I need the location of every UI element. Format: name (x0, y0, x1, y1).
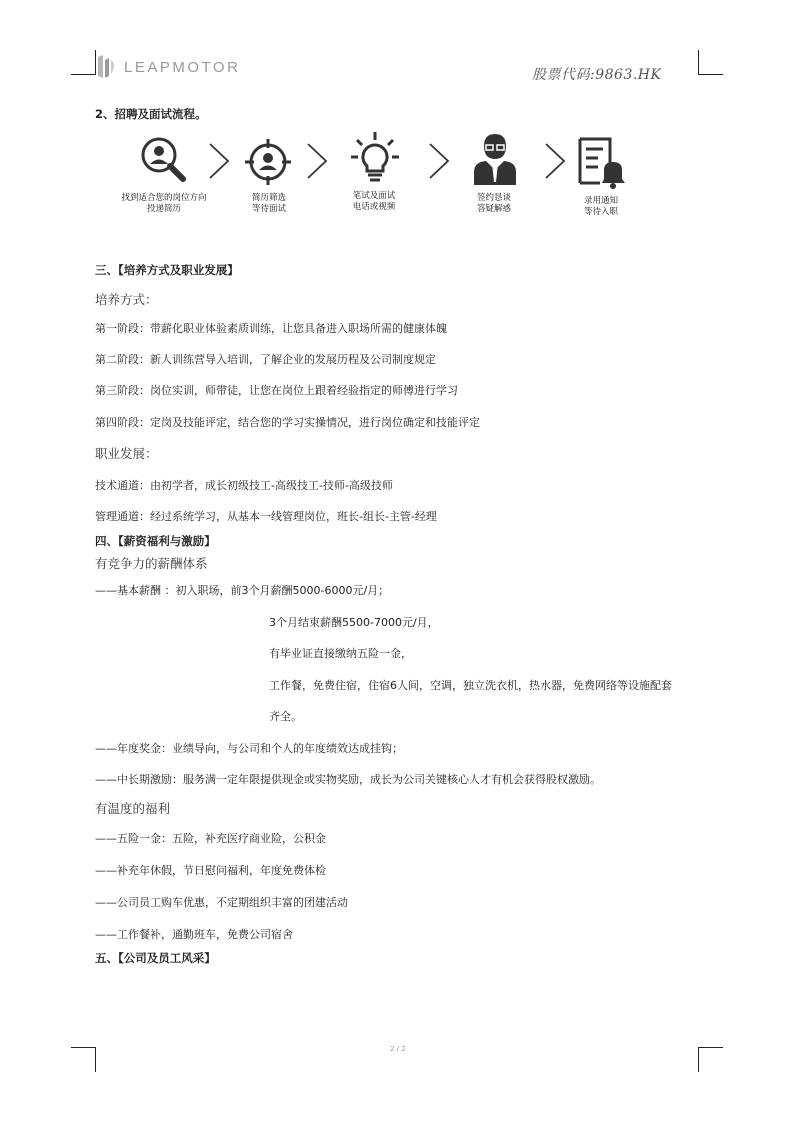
page-number: 2 / 2 (390, 1045, 406, 1053)
section-4-title: 四、【薪资福利与激励】 (95, 534, 216, 548)
training-heading: 培养方式： (95, 292, 158, 307)
logo-wordmark: LEAPMOTOR (124, 58, 241, 76)
base-salary-line: ——基本薪酬 ：初入职场，前3个月薪酬5000-6000元/月； (95, 584, 390, 597)
training-line: 第一阶段：带薪化职业体验素质训练，让您具备进入职场所需的健康体魄 (95, 322, 447, 335)
chevron-right-icon (544, 142, 566, 180)
lightbulb-icon (349, 130, 401, 188)
section-2-title: 2、招聘及面试流程。 (95, 107, 207, 121)
target-person-icon (242, 136, 294, 188)
training-line: 第三阶段：岗位实训，师带徒，让您在岗位上跟着经验指定的师傅进行学习 (95, 384, 458, 397)
notice-bell-icon (576, 136, 628, 190)
salary-detail-line: 齐全。 (269, 710, 302, 723)
flow-step-label: 录用通知 等待入职 (583, 196, 619, 217)
search-person-icon (138, 134, 188, 184)
chevron-right-icon (306, 142, 328, 180)
benefit-line: ——五险一金：五险，补充医疗商业险，公积金 (95, 832, 326, 845)
stock-code: 股票代码:9863.HK (532, 67, 662, 83)
salary-detail-line: 工作餐，免费住宿，住宿6人间，空调，独立洗衣机，热水器，免费网络等设施配套 (269, 679, 672, 692)
chevron-right-icon (428, 142, 450, 180)
benefit-line: ——补充年休假，节日慰问福利，年度免费体检 (95, 864, 326, 877)
training-line: 第二阶段：新人训练营导入培训，了解企业的发展历程及公司制度规定 (95, 353, 436, 366)
compensation-heading: 有竞争力的薪酬体系 (95, 556, 208, 571)
benefit-line: ——工作餐补，通勤班车，免费公司宿舍 (95, 928, 293, 941)
section-5-title: 五、【公司及员工风采】 (95, 951, 216, 965)
crop-mark-bottom-left (71, 1047, 96, 1072)
training-line: 第四阶段：定岗及技能评定，结合您的学习实操情况，进行岗位确定和技能评定 (95, 416, 480, 429)
flow-step-label: 签约恳谈 答疑解惑 (476, 193, 512, 214)
flow-step-label: 找到适合您的岗位方向 投递简历 (121, 193, 207, 214)
chevron-right-icon (208, 142, 230, 180)
crop-mark-top-left (71, 50, 96, 75)
crop-mark-bottom-right (698, 1047, 723, 1072)
career-line: 技术通道：由初学者，成长初级技工-高级技工-技师-高级技师 (95, 479, 393, 492)
leapmotor-mark-icon (96, 54, 118, 80)
bonus-line: ——年度奖金：业绩导向，与公司和个人的年度绩效达成挂钩； (95, 742, 403, 755)
career-line: 管理通道：经过系统学习，从基本一线管理岗位，班长-组长-主管-经理 (95, 510, 437, 523)
career-heading: 职业发展： (95, 446, 158, 461)
incentive-line: ——中长期激励：服务满一定年限提供现金或实物奖励，成长为公司关键核心人才有机会获得股权激励。 (95, 773, 601, 786)
flow-step-label: 简历筛选 等待面试 (251, 193, 287, 214)
businessman-icon (472, 130, 518, 186)
section-3-title: 三、【培养方式及职业发展】 (95, 263, 239, 277)
salary-detail-line: 有毕业证直接缴纳五险一金， (269, 647, 412, 660)
company-logo (96, 54, 240, 80)
benefits-heading: 有温度的福利 (95, 801, 171, 816)
flow-step-label: 笔试及面试 电话或视频 (352, 191, 396, 212)
salary-detail-line: 3个月结束薪酬5500-7000元/月， (269, 616, 439, 629)
benefit-line: ——公司员工购车优惠，不定期组织丰富的团建活动 (95, 896, 348, 909)
crop-mark-top-right (698, 50, 723, 75)
